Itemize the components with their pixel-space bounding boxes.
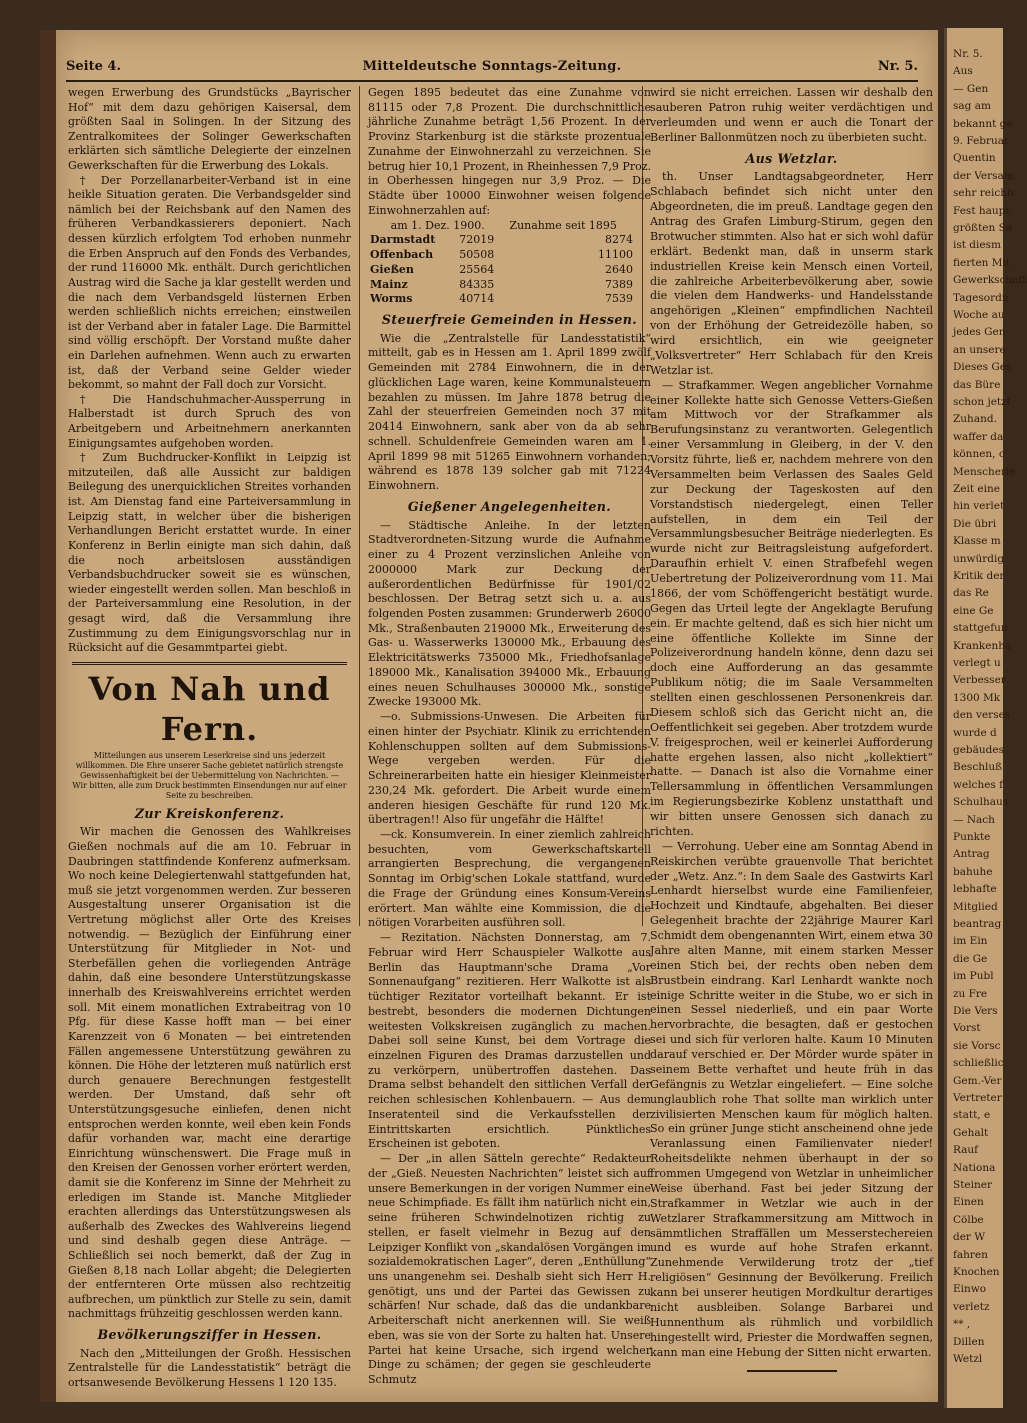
end-rule [747, 1370, 837, 1372]
article-paragraph: Nach den „Mitteilungen der Großh. Hessischen Zentralstelle für die Landesstatistik“ beträgt die ortsanwesende Bevölkerung Hessens 1 120 135. [68, 1346, 351, 1389]
article-paragraph: Wie die „Zentralstelle für Landesstatistik“ mitteilt, gab es in Hessen am 1. April 1899 zwölf Gemeinden mit 2784 Einwohnern, die in der glücklichen Lage waren, keine Kommunalsteuern bezahlen zu müssen. Im Jahre 1878 betrug die Zahl der steuerfreien Gemeinden noch 37 mit 20414 Einwohnern, sank aber von da ab sehr schnell. Schuldenfreie Gemeinden waren am 1. April 1899 98 mit 51265 Einwohnern vorhanden; während es 1878 139 solcher gab mit 71224 Einwohnern. [368, 331, 651, 493]
next-page-line: gebäudes [953, 744, 1005, 756]
next-page-line: der W [953, 1231, 986, 1244]
next-page-line: verlegt u [953, 657, 1001, 669]
column-2 [368, 86, 651, 1388]
next-page-line: verletz [953, 1300, 990, 1313]
next-page-line: Mitglied [953, 900, 998, 913]
page-left-edge [40, 30, 56, 1402]
population-table [368, 219, 651, 307]
newspaper-title: Mitteldeutsche Sonntags-Zeitung. [362, 59, 622, 74]
table-header: am 1. Dez. 1900. [390, 218, 485, 232]
next-page-line: eine Ge [953, 604, 994, 617]
next-page-line: Dillen [953, 1335, 985, 1348]
article-paragraph: — Verrohung. Ueber eine am Sonntag Abend in Reiskirchen verübte grauenvolle That berichtet der „Wetz. Anz.“: In dem Saale des Gastwirts Karl Lenhardt hierselbst wurde eine Familienfeier, Hochzeit und Kindtaufe, abgehalten. Bei dieser Gelegenheit brachte der 22jährige Maurer Karl Schmidt dem obengenannten Wirt, einem etwa 30 Jahre alten Manne, mit einem starken Messer einen Stich bei, der rechts oben neben dem Brustbein eindrang. Karl Lenhardt wankte noch einige Schritte weiter in die Stube, wo er sich in einen Sessel niederließ, und ein paar Worte hervorbrachte, die besagten, daß er gestochen sei und sich für verloren halte. Kaum 10 Minuten darauf verschied er. Der Mörder wurde später in seinem Bette verhaftet und heute früh in das Gefängnis zu Wetzlar eingeliefert. — Eine solche unglaublich rohe That sollte man wirklich unter zivilisierten Menschen kaum für möglich halten. So ein grüner Junge sticht anscheinend ohne jede Veranlassung einen Familienvater nieder! Roheitsdelikte nehmen überhaupt in der so frommen Umgegend von Wetzlar in unheimlicher Weise überhand. Fast bei jeder Sitzung der Strafkammer in Wetzlar wie auch in der Wetzlarer Strafkammersitzung am Mittwoch in sämmtlichen Straffällen um Messerstechereien und es wurde auf hohe Strafen erkannt. Zunehmende Verwilderung trotz der „tief religiösen“ Gesinnung der Bevölkerung. Freilich kann bei unserer heutigen Mordkultur derartiges nicht ausbleiben. Solange Barbarei und Hunnenthum als rühmlich und vorbildlich hingestellt wird, Priester die Mordwaffen segnen, kann man eine Hebung der Sitten nicht erwarten. [650, 839, 933, 1359]
article-paragraph: wegen Erwerbung des Grundstücks „Bayrischer Hof“ mit dem dazu gehörigen Kaisersal, dem größten Saal in Solingen. In der Sitzung des Zentralkomitees der Solinger Gewerkschaften erklärten sich sämtliche Delegierte der einzelnen Gewerkschaften für die Erwerbung des Lokals. [68, 86, 351, 173]
next-page-line: Gehalt [953, 1126, 989, 1139]
article-heading: Aus Wetzlar. [745, 150, 838, 166]
next-page-line: Antrag [953, 848, 990, 861]
next-page-line: Quentin [953, 152, 996, 165]
next-page-line: das Re [953, 587, 989, 600]
next-page-line: Kritik der [953, 570, 1005, 582]
next-page-line: Beschluß [953, 761, 1003, 774]
table-cell: 8274 [605, 233, 633, 247]
article-paragraph: † Zum Buchdrucker-Konflikt in Leipzig ist mitzuteilen, daß alle Aussicht zur baldigen Beilegung des unerquicklichen Streites vorhanden ist. Am Dienstag fand eine Parteiversammlung in Leipzig statt, in welcher über die bisherigen Verhandlungen Bericht erstattet wurde. In einer Konferenz in Berlin einigte man sich dahin, daß die noch arbeitslosen ausständigen Verbandsbuchdrucker soweit sie es wünschen, wieder eingestellt werden sollen. Man beschloß in der Parteiversammlung eine Resolution, in der gesagt wird, daß die Versammlung ihre Zustimmung zu dem Einigungsvorschlag nur in Rücksicht auf die Gesammtpartei giebt. [68, 451, 351, 655]
next-page-line: Tagesordn [953, 291, 1009, 304]
table-cell: Darmstadt [370, 233, 436, 247]
article-paragraph: Gegen 1895 bedeutet das eine Zunahme von 81115 oder 7,8 Prozent. Die durchschnittliche jährliche Zunahme beträgt 1,56 Prozent. In der Provinz Starkenburg ist die stärkste prozentuale Zunahme der Einwohnerzahl zu verzeichnen. Sie betrug hier 10,1 Prozent, in Rheinhessen 7,9 Proz. in Oberhessen hingegen nur 3,9 Proz. — Die Städte über 10000 Einwohner weisen folgende Einwohnerzahlen auf: [368, 86, 651, 217]
next-page-line: Menscherle [953, 465, 1016, 478]
table-row [368, 233, 651, 248]
next-page-line: fahren [953, 1248, 988, 1261]
next-page-line: jedes Gen [953, 326, 1006, 339]
table-cell: 11100 [598, 248, 633, 262]
next-page-line: Verbesser [953, 674, 1006, 687]
table-header-row [368, 219, 651, 234]
next-page-line: Zuhand. [953, 413, 997, 426]
table-cell: Gießen [370, 262, 414, 276]
next-page-line: bahuhe [953, 865, 993, 878]
article-paragraph: † Die Handschuhmacher-Aussperrung in Halberstadt ist durch Spruch des von Arbeitgebern und Arbeitnehmern anerkannten Einigungsamtes aufgehoben worden. [68, 392, 351, 450]
next-page-line: Nr. 5. [953, 48, 983, 60]
section-title: Von Nah und Fern. [88, 669, 331, 748]
article-paragraph: —o. Submissions-Unwesen. Die Arbeiten für einen hinter der Psychiatr. Klinik zu errichtenden Kohlenschuppen sollten auf dem Submissions-Wege vergeben werden. Für die Schreinerarbeiten hatte ein hiesiger Kleinmeister 230,24 Mk. gefordert. Die Arbeit wurde einem anderen hiesigen Geschäfte für rund 120 Mk. übertragen!! Also für ungefähr die Hälfte! [368, 710, 651, 827]
issue-number: Nr. 5. [877, 59, 918, 74]
next-page-line: bekannt ge [953, 117, 1013, 130]
next-page-line: sehr reichb [953, 187, 1014, 200]
next-page-line: Punkte [953, 831, 991, 843]
article-heading: Zur Kreiskonferenz. [134, 805, 285, 821]
next-page-line: fierten Mit [953, 256, 1011, 269]
table-cell: 50508 [459, 248, 495, 262]
next-page-line: ist diesm [953, 239, 1001, 252]
next-page-line: Knochen [953, 1266, 1000, 1278]
next-page-line: lebhafte [953, 883, 997, 896]
article-paragraph: — Rezitation. Nächsten Donnerstag, am 7. Februar wird Herr Schauspieler Walkotte aus Berlin das Hauptmann'sche Drama „Vor Sonnenaufgang“ rezitieren. Herr Walkotte ist als tüchtiger Rezitator vorteilhaft bekannt. Er ist bestrebt, besonders die modernen Dichtungen weitesten Volkskreisen zugänglich zu machen. Dabei soll seine Kunst, bei dem Vortrage die einzelnen Figuren des Dramas darzustellen und zu verkörpern, unübertroffen dastehen. Das Drama selbst behandelt den sittlichen Verfall der reichen schlesischen Kohlenbauern. — Aus dem Inseratenteil sind die Verkaufsstellen der Eintrittskarten ersichtlich. Pünktliches Erscheinen ist geboten. [368, 931, 651, 1151]
table-cell: Offenbach [370, 248, 434, 262]
next-page-line: schließlic [953, 1057, 1004, 1070]
table-cell: 84335 [459, 277, 495, 291]
next-page-line: das Büre [953, 378, 1001, 391]
next-page-line: statt, e [953, 1109, 991, 1122]
next-page-line: wurde d [953, 726, 997, 739]
next-page-line: Cölbe [953, 1213, 984, 1226]
next-page-line: welches f [953, 778, 1004, 791]
table-cell: 7389 [605, 277, 633, 291]
article-paragraph: — Städtische Anleihe. In der letzten Stadtverordneten-Sitzung wurde die Aufnahme einer zu 4 Prozent verzinslichen Anleihe von 2000000 Mark zur Deckung der außerordentlichen Bedürfnisse für 1901/02 beschlossen. Der Betrag setzt sich u. a. aus folgenden Posten zusammen: Grunderwerb 26000 Mk., Straßenbauten 219000 Mk., Erweiterung des Gas- u. Wasserwerks 130000 Mk., Erbauung des Elektricitätswerks 735000 Mk., Friedhofsanlage 189000 Mk., Kanalisation 394000 Mk., Erbauung eines neuen Schulhauses 300000 Mk., sonstige Zwecke 193000 Mk. [368, 518, 651, 709]
next-page-line: Schulhaus [953, 796, 1009, 809]
article-paragraph: th. Unser Landtagsabgeordneter, Herr Schlabach befindet sich nicht unter den Abgeordneten, die im preuß. Landtage gegen den Antrag des Grafen Limburg-Stirum, gegen den Brotwucher stimmten. Also hat er sich wohl dafür erklärt. Bedenkt man, daß in unserm stark industriellen Kreise kein Mensch einen Vorteil, die zahlreiche Arbeiterbevölkerung aber, sowie die vielen dem Handwerks- und Handelsstande angehörigen „Kleinen“ empfindlichen Nachteil von der Erhöhung der Getreidezölle haben, so wird ersichtlich, ein wie geeigneter „Volksvertreter“ Herr Schlabach für den Kreis Wetzlar ist. [650, 170, 933, 377]
article-heading: Steuerfreie Gemeinden in Hessen. [381, 312, 638, 328]
next-page-line: Die übri [953, 517, 997, 530]
table-row [368, 263, 651, 278]
table-row [368, 278, 651, 293]
article-heading: Bevölkerungsziffer in Hessen. [97, 1327, 322, 1343]
next-page-line: 9. Februar [953, 135, 1010, 147]
next-page-line: den verses [953, 709, 1011, 722]
next-page-line: ** , [953, 1318, 971, 1331]
next-page-line: Gewerkschaft [953, 274, 1027, 287]
page-header [66, 59, 918, 77]
article-paragraph: —ck. Konsumverein. In einer ziemlich zahlreich besuchten, vom Gewerkschaftskartell arrangierten Besprechung, die vergangenen Sonntag im Orbig'schen Lokale stattfand, wurde die Frage der Gründung eines Konsum-Vereins erörtert. Man wählte eine Kommission, die die nötigen Vorarbeiten ausführen soll. [368, 827, 651, 930]
section-rule [72, 662, 347, 665]
next-page-line: — Gen [953, 82, 989, 95]
article-heading: Gießener Angelegenheiten. [407, 498, 612, 514]
next-page-line: die Ge [953, 952, 988, 965]
column-3 [650, 86, 933, 1372]
next-page-line: Klasse m [953, 535, 1001, 548]
article-paragraph: Wir machen die Genossen des Wahlkreises Gießen nochmals auf die am 10. Februar in Daubringen stattfindende Konferenz aufmerksam. Wo noch keine Delegiertenwahl stattgefunden hat, muß sie jetzt vorgenommen werden. Zur besseren Ausgestaltung unserer Organisation ist die Vertretung möglichst aller Orte des Kreises notwendig. — Bezüglich der Einführung einer Unterstützung für Mitglieder in Not- und Sterbefällen gehen die vorliegenden Anträge dahin, daß eine besondere Unterstützungskasse innerhalb des Kreiswahlvereins errichtet werden soll. Mit einem monatlichen Extrabeitrag von 10 Pfg. für diese Kasse hofft man — bei einer Karenzzeit von 6 Monaten — bei eintretenden Fällen angemessene Unterstützung gewähren zu können. Die Höhe der letzteren muß natürlich erst durch genauere Berechnungen festgestellt werden. Der Umstand, daß sehr oft Unterstützungsgesuche einliefen, denen nicht entsprochen werden konnte, weil eben kein Fonds dafür vorhanden war, macht eine derartige Einrichtung wünschenswert. Die Frage muß in den Kreisen der Genossen vorher erörtert werden, damit sie die Konferenz im Sinne der Mehrheit zu erledigen im Stande ist. Manche Mitglieder erachten allerdings das Unterstützungswesen als außerhalb des Zweckes des Wahlvereins liegend und sind deshalb gegen diese Anträge. — Schließlich sei noch bemerkt, daß der Zug in Gießen 8,18 nach Lollar abgeht; die Delegierten der entfernteren Orte müssen also rechtzeitig aufbrechen, um pünktlich zur Stelle zu sein, damit nachmittags frühzeitig geschlossen werden kann. [68, 825, 351, 1321]
next-page-edge [944, 28, 1027, 1408]
next-page-line: 1300 Mk [953, 691, 1001, 704]
table-cell: Worms [370, 292, 413, 306]
next-page-line: — Nach [953, 813, 995, 826]
header-rule [66, 80, 918, 82]
next-page-line: Aus [953, 65, 973, 78]
next-page-line: schon jetzt [953, 396, 1011, 408]
next-page-line: Rauf [953, 1144, 979, 1157]
article-paragraph: wird sie nicht erreichen. Lassen wir deshalb den sauberen Patron ruhig weiter verdächtigen und verleumden und wenn er auch die Tonart der Berliner Ballonmützen noch zu überbieten sucht. [650, 86, 933, 144]
next-page-line: waffer da [953, 430, 1004, 443]
article-paragraph: — Der „in allen Sätteln gerechte“ Redakteur der „Gieß. Neuesten Nachrichten“ leistet sich auf unsere Bemerkungen in der vorigen Nummer eine neue Schimpfiade. Es fällt ihm natürlich nicht ein, seine früheren Schwindelnotizen richtig zu stellen, er faselt vielmehr in Bezug auf den Leipziger Konflikt von „skandalösen Vorgängen im sozialdemokratischen Lager“, deren „Enthüllung“ uns unangenehm sei. Deshalb sieht sich Herr H. genötigt, uns und der Partei das Gewissen zu schärfen! Nur schade, daß das die undankbare Arbeiterschaft nicht anerkennen will. Sie weiß eben, was sie von der Sorte zu halten hat. Unsere Partei hat keine Ursache, sich irgend welcher Dinge zu schämen; der gegen sie geschleuderte Schmutz [368, 1152, 651, 1387]
next-page-line: Zeit eine [953, 483, 1000, 495]
next-page-line: Vorst [953, 1022, 981, 1035]
table-cell: 40714 [459, 292, 495, 306]
next-page-line: Krankenha [953, 639, 1012, 652]
next-page-line: sie Vorsc [953, 1039, 1001, 1052]
table-cell: 72019 [459, 233, 495, 247]
page-number: Seite 4. [66, 59, 121, 74]
next-page-line: größten Sa [953, 222, 1013, 234]
next-page-line: an unsere [953, 343, 1006, 356]
next-page-line: Steiner [953, 1179, 992, 1191]
section-note: Mitteilungen aus unserem Leserkreise sind uns jederzeit willkommen. Die Ehre unserer Sache gebietet natürlich strengste Gewissenhaftigkeit bei der Uebermittelung von Nachrichten. — Wir bitten, alle zum Druck bestimmten Einsendungen nur auf einer Seite zu beschreiben. [72, 750, 347, 800]
next-page-line: Fest haupt [953, 204, 1010, 217]
next-page-line: können, c [953, 448, 1005, 461]
next-page-line: stattgefun [953, 622, 1008, 635]
next-page-line: zu Fre [953, 987, 988, 1000]
table-cell: 7539 [605, 292, 633, 306]
table-cell: 25564 [459, 262, 495, 276]
next-page-line: Gem.-Ver [953, 1074, 1002, 1087]
next-page-line: hin verlet [953, 500, 1005, 513]
next-page-line: Die Vers [953, 1005, 998, 1017]
next-page-line: Einen [953, 1196, 984, 1209]
article-paragraph: — Strafkammer. Wegen angeblicher Vornahme einer Kollekte hatte sich Genosse Vetters-Gießen am Mittwoch vor der Strafkammer als Berufungsinstanz zu verantworten. Gelegentlich einer Versammlung in Gleiberg, in der V. den Vorsitz führte, ließ er, nachdem mehrere von den Versammelten beim Verlassen des Saales Geld zur Deckung der Tageskosten auf den Vorstandstisch niedergelegt, einen Teller aufstellen, in dem ein Teil der Versammlungsbesucher Beiträge niederlegten. Es wurde nicht zur Beitragsleistung aufgefordert. Daraufhin erhielt V. einen Strafbefehl wegen Uebertretung der Polizeiverordnung vom 11. Mai 1866, der vom Schöffengericht bestätigt wurde. Gegen das Urteil legte der Angeklagte Berufung ein. Er machte geltend, daß es sich hier nicht um eine öffentliche Kollekte im Sinne der Polizeiverordnung handeln könne, denn dazu sei doch eine Aufforderung an das gesammte Publikum nötig; die im Saale Versammelten stellten einen geschlossenen Personenkreis dar. Diesem schloß sich das Gericht nicht an, die Oeffentlichkeit sei gegeben. Aber trotzdem wurde V. freigesprochen, weil er keinerlei Aufforderung hatte ergehen lassen, also nicht „kollektiert“ hatte. — Danach ist also die Vornahme einer Tellersammlung in öffentlichen Versammlungen im Regierungsbezirke Koblenz unstatthaft und wir bitten unsere Genossen sich danach zu richten. [650, 378, 933, 838]
next-page-line: im Publ [953, 970, 994, 983]
article-paragraph: † Der Porzellanarbeiter-Verband ist in eine heikle Situation geraten. Die Verbandsgelder sind nämlich bei der Reichsbank auf den Namen des früheren Verbandkassierers deponiert. Nach dessen kürzlich erfolgtem Tod erhoben nunmehr die Erben Anspruch auf den Fonds des Verbandes, der rund 116000 Mk. enthält. Durch gerichtlichen Austrag wird die Sache ja klar gestellt werden und die nach dem Verbandsgeld lüsternen Erben werden schließlich nichts erreichen; einstweilen ist der Verband aber in fataler Lage. Die Barmittel sind völlig erschöpft. Der Vorstand mußte daher ein Darlehen aufnehmen. Wenn auch zu erwarten ist, daß der Verband seine Gelder wieder bekommt, so mahnt der Fall doch zur Vorsicht. [68, 173, 351, 392]
next-page-line: sag am [953, 100, 991, 113]
table-header: Zunahme seit 1895 [509, 218, 617, 232]
next-page-line: Nationa [953, 1161, 996, 1174]
next-page-line: beantrag [953, 918, 1002, 930]
column-1 [68, 86, 351, 1391]
table-row [368, 248, 651, 263]
column-separator [359, 86, 360, 926]
next-page-line: im Ein [953, 935, 988, 948]
next-page-line: Vertreter [953, 1092, 1002, 1104]
table-cell: Mainz [370, 277, 408, 291]
next-page-line: Woche au [953, 309, 1005, 321]
table-cell: 2640 [605, 262, 633, 276]
next-page-line: der Versam [953, 169, 1014, 182]
table-row [368, 292, 651, 307]
next-page-line: Dieses Ges [953, 361, 1012, 374]
next-page-line: Einwo [953, 1283, 987, 1296]
next-page-line: unwürdig [953, 552, 1005, 565]
next-page-line: Wetzl [953, 1353, 983, 1365]
